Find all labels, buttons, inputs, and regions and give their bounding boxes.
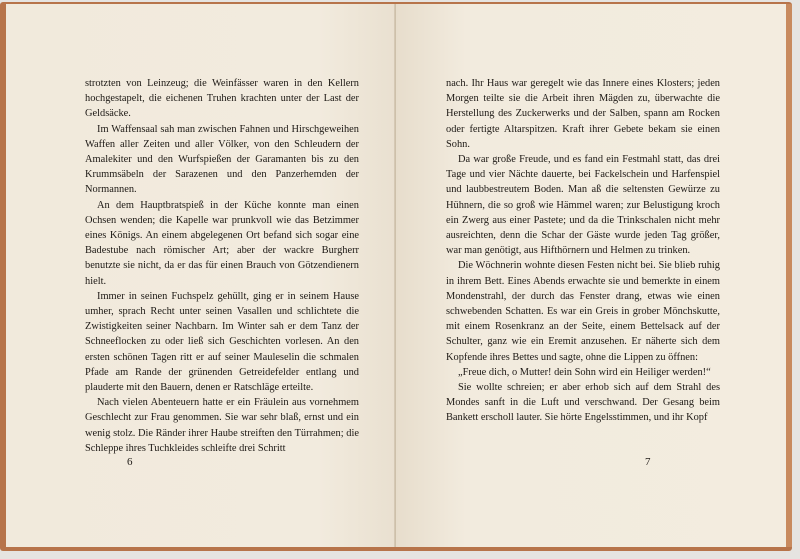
page-number: 7 — [645, 456, 651, 468]
paragraph: nach. Ihr Haus war geregelt wie das Innere eines Klosters; jeden Morgen teilte sie die Arbeit ihren Mägden zu, überwachte die Herstellung des Zuckerwerks und der Salben, spann am Rocken oder fertigte Altarspitzen. Kraft ihrer Gebete bekam sie einen Sohn. — [446, 78, 720, 150]
right-page — [396, 4, 786, 547]
paragraph: Sie wollte schreien; er aber erhob sich auf dem Strahl des Mondes sanft in die Luft und verschwand. Der Gesang beim Bankett erscholl lauter. Sie hörte Engelsstimmen, und ihr Kopf — [446, 382, 720, 424]
paragraph: Die Wöchnerin wohnte diesen Festen nicht bei. Sie blieb ruhig in ihrem Bett. Eines Abends erwachte sie und bemerkte in einem Mondenstrahl, der durch das Fenster drang, etwas wie einen schwebenden Schatten. Es war ein Greis in grober Mönchskutte, mit einem Rosenkranz an der Seite, einem Bettelsack auf der Schulter, ganz wie ein Eremit anzusehen. Er näherte sich dem Kopfende ihres Bettes und sagte, ohne die Lippen zu öffnen: — [446, 260, 720, 363]
paragraph: Nach vielen Abenteuern hatte er ein Fräulein aus vornehmem Geschlecht zur Frau genommen. Sie war sehr blaß, ernst und ein wenig stolz. Die Ränder ihrer Haube streiften den Türrahmen; die Schleppe ihres Tuchkleides schleifte drei Schritt — [85, 397, 359, 454]
cover-edge — [786, 4, 792, 547]
paragraph: strotzten von Leinzeug; die Weinfässer waren in den Kellern hochgestapelt, die eichenen Truhen krachten unter der Last der Geldsäcke. — [85, 78, 359, 120]
paragraph: Immer in seinen Fuchspelz gehüllt, ging er in seinem Hause umher, sprach Recht unter seinen Vasallen und schlichtete die Zwistigkeiten seiner Nachbarn. Im Winter sah er dem Tanz der Schneeflocken zu oder ließ sich Geschichten vorlesen. An den ersten schönen Tagen ritt er auf seiner Mauleselin die schmalen Pfade am Rande der grünenden Getreidefelder entlang und plauderte mit den Bauern, denen er Ratschläge erteilte. — [85, 290, 359, 394]
paragraph: An dem Hauptbratspieß in der Küche konnte man einen Ochsen wenden; die Kapelle war prunkvoll wie das Betzimmer eines Königs. An einem abgelegenen Ort befand sich sogar eine Badestube nach römischer Art; aber der wackre Burgherr benutzte sie nicht, da er das für einen Brauch von Götzendienern hielt. — [85, 199, 359, 287]
paragraph: „Freue dich, o Mutter! dein Sohn wird ein Heiliger werden!“ — [458, 366, 711, 378]
paragraph: Im Waffensaal sah man zwischen Fahnen und Hirschgeweihen Waffen aller Zeiten und aller Völker, von den Schleudern der Amalekiter und den Wurfspießen der Garamanten bis zu den Krummsäbeln der Sarazenen und den Panzerhemden der Normannen. — [85, 123, 359, 196]
left-page — [6, 4, 396, 547]
paragraph: Da war große Freude, und es fand ein Festmahl statt, das drei Tage und vier Nächte dauerte, bei Fackelschein und Harfenspiel und laubbestreutem Boden. Man aß die seltensten Gewürze zu Hühnern, die so groß wie Hämmel waren; zur Belustigung kroch ein Zwerg aus einer Pastete; und da die Trinkschalen nicht mehr ausreichten, denn die Schar der Gäste wurde jeden Tag größer, war man genötigt, aus Hifthörnern und Helmen zu trinken. — [446, 154, 720, 257]
page-number: 6 — [127, 456, 133, 468]
right-page-text — [446, 76, 720, 426]
left-page-text — [85, 76, 359, 456]
